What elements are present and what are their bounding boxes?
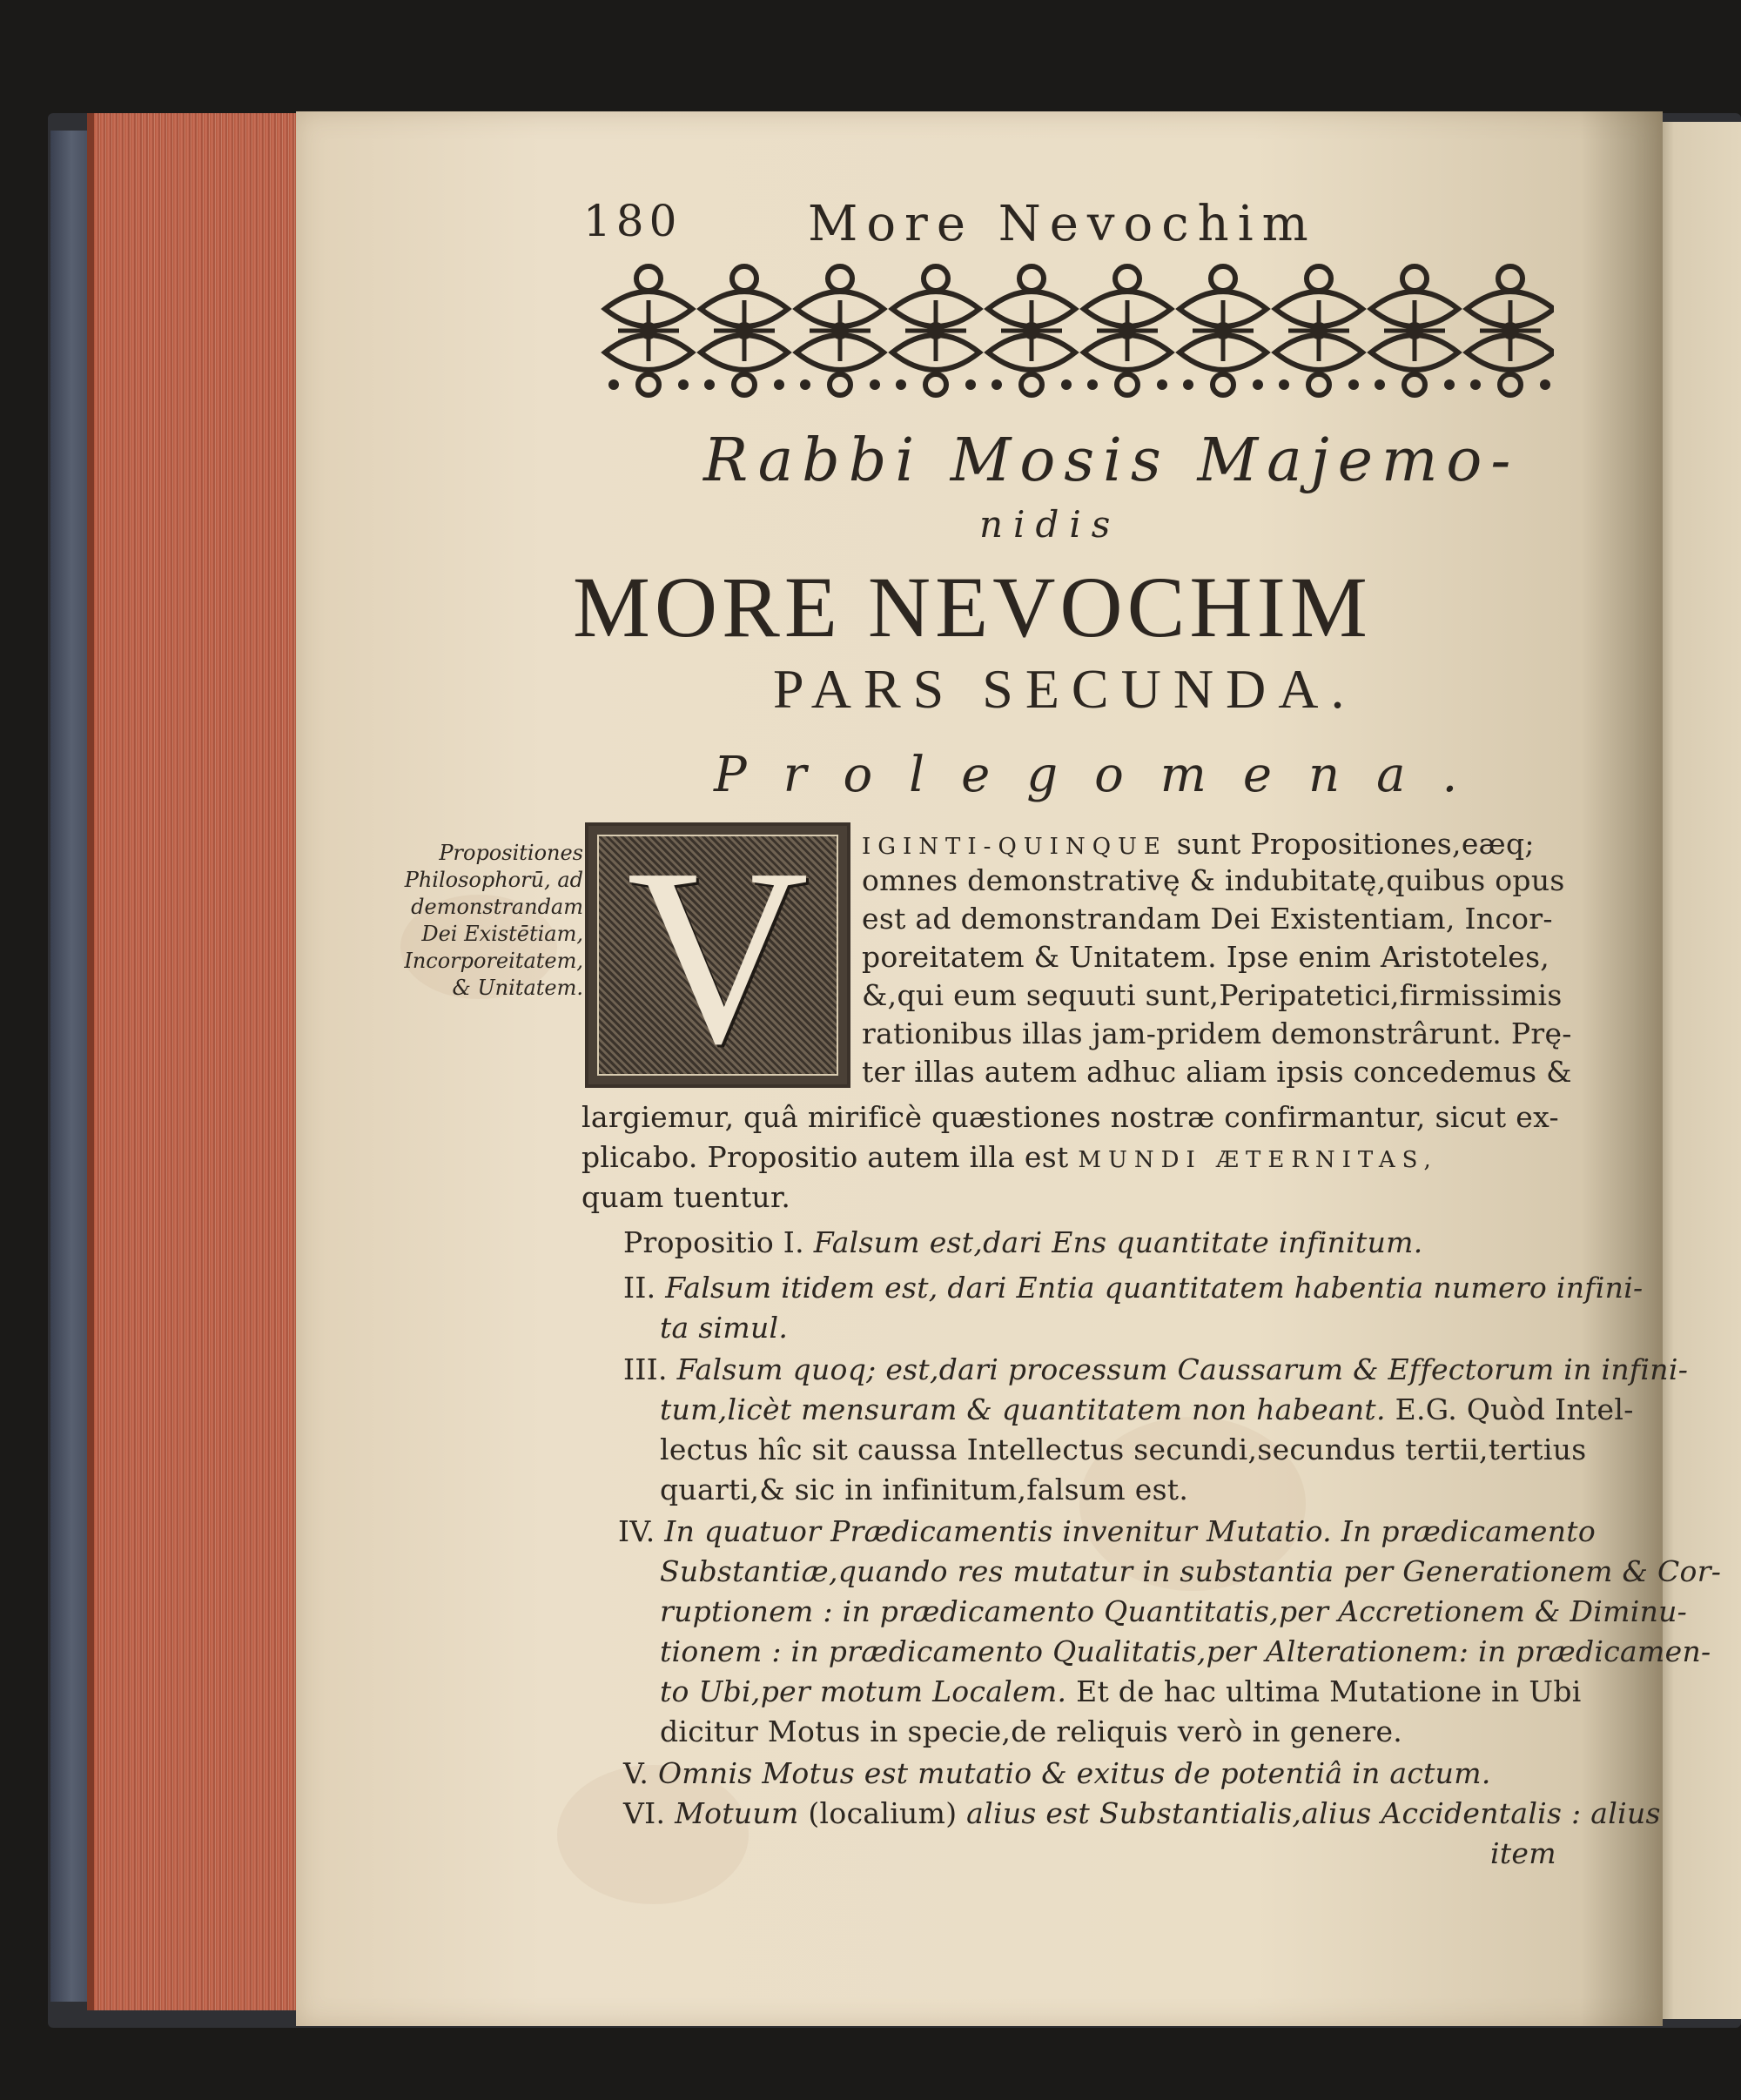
proposition-1: Propositio I. Falsum est,dari Ens quantitate infinitum. [623,1225,1423,1259]
text-line: ruptionem : in prædicamento Quantitatis,per Accretionem & Diminu- [660,1594,1688,1628]
part-title: PARS SECUNDA. [773,658,1357,720]
text-line: IGINTI-QUINQUE sunt Propositiones,eæq; [862,827,1535,861]
text-line: plicabo. Propositio autem illa est MUNDI ÆTERNITAS, [581,1140,1438,1174]
proposition-5: V. Omnis Motus est mutatio & exitus de potentiâ in actum. [623,1756,1491,1790]
text-line: to Ubi,per motum Localem. Et de hac ultima Mutatione in Ubi [660,1674,1582,1708]
margin-note-line: Philosophorū, ad [404,868,583,892]
author-line: Rabbi Mosis Majemo- [703,426,1520,495]
headpiece-ornament-icon [601,261,1554,400]
author-line-continued: nidis [979,503,1121,546]
page-number: 180 [583,196,682,246]
proposition-6: VI. Motuum (localium) alius est Substantialis,alius Accidentalis : alius [623,1796,1661,1830]
text-line: Substantiæ,quando res mutatur in substantia per Generationem & Cor- [660,1554,1722,1588]
margin-note-line: Incorporeitatem, [404,949,583,973]
proposition-4: IV. In quatuor Prædicamentis invenitur Mutatio. In prædicamento [618,1514,1596,1548]
catchword: item [1490,1836,1556,1870]
drop-cap-letter: V [626,816,810,1096]
text-line: dicitur Motus in specie,de reliquis verò in genere. [660,1714,1403,1748]
margin-note-line: Dei Existētiam, [421,922,583,946]
section-heading: Prolegomena. [714,747,1495,803]
running-title: More Nevochim [808,196,1317,252]
text-line: omnes demonstrativę & indubitatę,quibus opus [862,863,1565,897]
text-line: &,qui eum sequuti sunt,Peripatetici,firmissimis [862,978,1563,1012]
text-line: poreitatem & Unitatem. Ipse enim Aristoteles, [862,940,1550,974]
margin-note-line: demonstrandam [411,895,583,919]
text-line: quarti,& sic in infinitum,falsum est. [660,1473,1189,1506]
margin-note [348,840,583,1002]
text-line: rationibus illas jam-pridem demonstrârunt. Prę- [862,1016,1572,1050]
margin-note-line: Propositiones [439,841,583,865]
text-line: ter illas autem adhuc aliam ipsis concedemus & [862,1055,1572,1089]
drop-cap-initial [585,816,850,1096]
proposition-3: III. Falsum quoq; est,dari processum Caussarum & Effectorum in infini- [623,1352,1689,1386]
text-line: lectus hîc sit caussa Intellectus secundi,secundus tertii,tertius [660,1432,1587,1466]
page-edges [87,113,312,2010]
margin-note-line: & Unitatem. [452,976,583,1000]
main-title: MORE NEVOCHIM [573,559,1372,655]
proposition-2: II. Falsum itidem est, dari Entia quantitatem habentia numero infini- [623,1271,1644,1305]
text-line: ta simul. [660,1311,789,1345]
text-line: quam tuentur. [581,1180,791,1214]
text-line: tum,licèt mensuram & quantitatem non habeant. E.G. Quòd Intel- [660,1392,1634,1426]
text-line: est ad demonstrandam Dei Existentiam, Incor- [862,902,1553,936]
text-line: tionem : in prædicamento Qualitatis,per Alterationem: in prædicamen- [660,1634,1711,1668]
text-line: largiemur, quâ mirificè quæstiones nostræ confirmantur, sicut ex- [581,1100,1559,1134]
